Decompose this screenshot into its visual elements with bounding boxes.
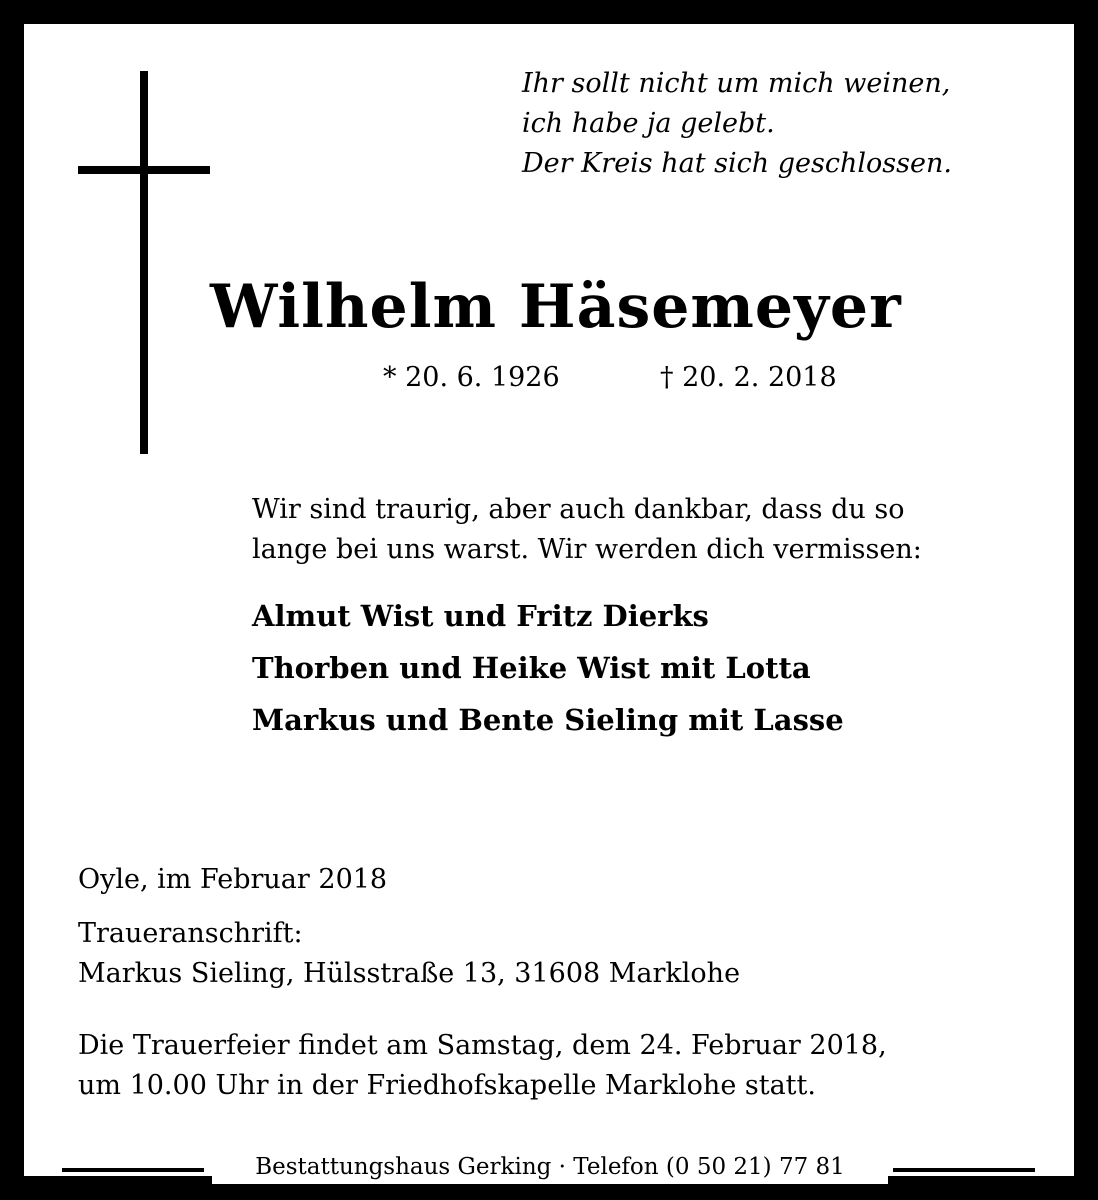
address-value: Markus Sieling, Hülsstraße 13, 31608 Marklohe bbox=[78, 958, 741, 989]
footer-rule-right bbox=[893, 1168, 1035, 1172]
mourning-address bbox=[78, 914, 740, 994]
footer-rule-left bbox=[62, 1168, 204, 1172]
cross-icon-bar bbox=[78, 166, 210, 174]
motto-line: Der Kreis hat sich geschlossen. bbox=[522, 148, 952, 179]
motto-line: ich habe ja gelebt. bbox=[522, 108, 775, 139]
ceremony-line: Die Trauerfeier findet am Samstag, dem 24. Februar 2018, bbox=[78, 1030, 887, 1061]
birth-date: * 20. 6. 1926 bbox=[383, 362, 560, 393]
ceremony-line: um 10.00 Uhr in der Friedhofskapelle Marklohe statt. bbox=[78, 1070, 816, 1101]
death-date: † 20. 2. 2018 bbox=[660, 362, 837, 393]
deceased-name: Wilhelm Häsemeyer bbox=[210, 272, 902, 342]
cross-icon bbox=[140, 71, 148, 454]
mourner-entry: Markus und Bente Sieling mit Lasse bbox=[252, 703, 844, 737]
message-line: lange bei uns warst. Wir werden dich vermissen: bbox=[252, 534, 922, 565]
motto-line: Ihr sollt nicht um mich weinen, bbox=[522, 68, 951, 99]
mourners-list bbox=[252, 590, 1052, 746]
mourning-message bbox=[252, 490, 1052, 570]
address-label: Traueranschrift: bbox=[78, 918, 303, 949]
mourner-entry: Thorben und Heike Wist mit Lotta bbox=[252, 651, 811, 685]
mourner-entry: Almut Wist und Fritz Dierks bbox=[252, 599, 709, 633]
motto-quote bbox=[522, 64, 1042, 184]
funeral-home-footer: Bestattungshaus Gerking · Telefon (0 50 21) 77 81 bbox=[212, 1150, 888, 1184]
ceremony-info bbox=[78, 1026, 887, 1106]
place-date: Oyle, im Februar 2018 bbox=[78, 864, 388, 895]
message-line: Wir sind traurig, aber auch dankbar, dass du so bbox=[252, 494, 905, 525]
